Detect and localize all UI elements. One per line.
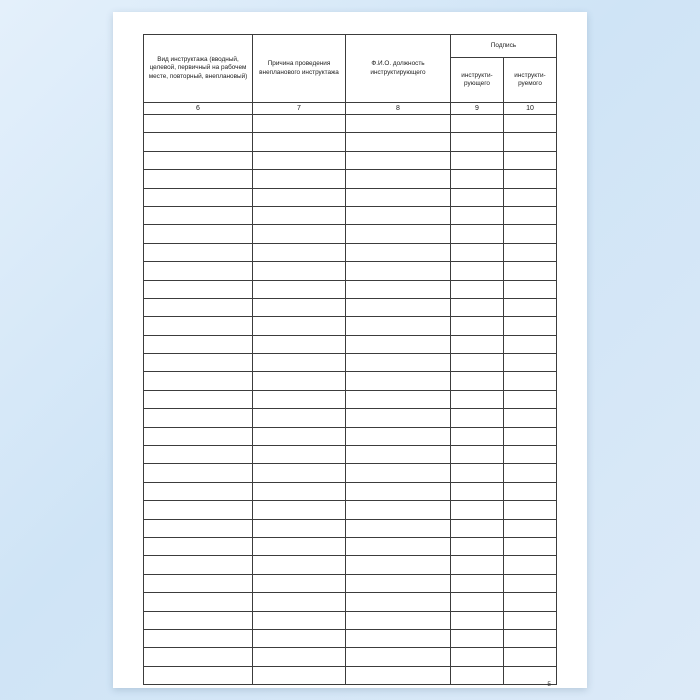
table-cell[interactable] xyxy=(451,427,504,445)
table-cell[interactable] xyxy=(451,390,504,408)
table-row[interactable] xyxy=(144,574,557,592)
table-cell[interactable] xyxy=(451,464,504,482)
table-cell[interactable] xyxy=(346,115,451,133)
table-cell[interactable] xyxy=(504,133,557,151)
table-cell[interactable] xyxy=(504,225,557,243)
table-cell[interactable] xyxy=(504,574,557,592)
table-cell[interactable] xyxy=(144,501,253,519)
table-cell[interactable] xyxy=(346,170,451,188)
table-row[interactable] xyxy=(144,372,557,390)
instruction-log-table xyxy=(143,34,557,685)
table-cell[interactable] xyxy=(253,501,346,519)
header-cell-signature-instructed: инструкти- руемого xyxy=(504,58,557,103)
table-cell[interactable] xyxy=(253,133,346,151)
table-cell[interactable] xyxy=(346,317,451,335)
table-cell[interactable] xyxy=(253,593,346,611)
table-cell[interactable] xyxy=(451,666,504,684)
table-cell[interactable] xyxy=(346,354,451,372)
column-number-10: 10 xyxy=(504,103,557,115)
table-row[interactable] xyxy=(144,629,557,647)
table-row[interactable] xyxy=(144,354,557,372)
table-cell[interactable] xyxy=(144,372,253,390)
table-cell[interactable] xyxy=(451,501,504,519)
table-cell[interactable] xyxy=(144,262,253,280)
table-row[interactable] xyxy=(144,317,557,335)
table-cell[interactable] xyxy=(451,133,504,151)
table-cell[interactable] xyxy=(504,298,557,316)
table-cell[interactable] xyxy=(451,354,504,372)
header-cell-instruction-type: Вид инструктажа (вводный, целевой, первичный на рабочем месте, повторный, внеплановый) xyxy=(144,35,253,103)
table-cell[interactable] xyxy=(144,225,253,243)
table-cell[interactable] xyxy=(144,206,253,224)
table-cell[interactable] xyxy=(346,206,451,224)
table-row[interactable] xyxy=(144,390,557,408)
table-row[interactable] xyxy=(144,666,557,684)
table-header xyxy=(144,35,557,115)
table-cell[interactable] xyxy=(346,519,451,537)
table-row[interactable] xyxy=(144,188,557,206)
table-row[interactable] xyxy=(144,537,557,555)
table-row[interactable] xyxy=(144,133,557,151)
table-cell[interactable] xyxy=(253,243,346,261)
table-cell[interactable] xyxy=(144,298,253,316)
table-cell[interactable] xyxy=(346,556,451,574)
table-cell[interactable] xyxy=(346,446,451,464)
table-cell[interactable] xyxy=(144,317,253,335)
table-cell[interactable] xyxy=(144,427,253,445)
table-cell[interactable] xyxy=(144,390,253,408)
table-cell[interactable] xyxy=(346,501,451,519)
table-cell[interactable] xyxy=(144,482,253,500)
table-cell[interactable] xyxy=(451,170,504,188)
table-cell[interactable] xyxy=(253,225,346,243)
table-cell[interactable] xyxy=(346,151,451,169)
table-cell[interactable] xyxy=(504,335,557,353)
header-cell-signature-instructor: инструкти- рующего xyxy=(451,58,504,103)
table-cell[interactable] xyxy=(144,446,253,464)
table-cell[interactable] xyxy=(451,317,504,335)
table-cell[interactable] xyxy=(253,206,346,224)
table-cell[interactable] xyxy=(253,262,346,280)
table-cell[interactable] xyxy=(346,537,451,555)
table-header-row-main xyxy=(144,35,557,58)
table-cell[interactable] xyxy=(504,519,557,537)
column-number-7: 7 xyxy=(253,103,346,115)
table-cell[interactable] xyxy=(253,317,346,335)
table-cell[interactable] xyxy=(253,298,346,316)
table-cell[interactable] xyxy=(504,280,557,298)
table-cell[interactable] xyxy=(504,354,557,372)
table-cell[interactable] xyxy=(504,151,557,169)
table-cell[interactable] xyxy=(346,243,451,261)
table-row[interactable] xyxy=(144,593,557,611)
table-cell[interactable] xyxy=(451,519,504,537)
table-cell[interactable] xyxy=(253,666,346,684)
table-cell[interactable] xyxy=(504,593,557,611)
header-cell-reason: Причина проведения внепланового инструктажа xyxy=(253,35,346,103)
table-cell[interactable] xyxy=(253,427,346,445)
table-cell[interactable] xyxy=(253,629,346,647)
table-row[interactable] xyxy=(144,262,557,280)
table-cell[interactable] xyxy=(451,446,504,464)
table-cell[interactable] xyxy=(504,537,557,555)
table-cell[interactable] xyxy=(253,556,346,574)
table-cell[interactable] xyxy=(253,482,346,500)
table-cell[interactable] xyxy=(504,501,557,519)
table-row[interactable] xyxy=(144,115,557,133)
page-number: 5 xyxy=(547,681,551,688)
table-cell[interactable] xyxy=(346,390,451,408)
table-cell[interactable] xyxy=(253,464,346,482)
table-cell[interactable] xyxy=(144,556,253,574)
table-cell[interactable] xyxy=(451,537,504,555)
table-cell[interactable] xyxy=(144,537,253,555)
table-row[interactable] xyxy=(144,611,557,629)
table-cell[interactable] xyxy=(253,390,346,408)
table-cell[interactable] xyxy=(144,243,253,261)
table-cell[interactable] xyxy=(346,372,451,390)
table-cell[interactable] xyxy=(144,629,253,647)
table-cell[interactable] xyxy=(504,243,557,261)
table-cell[interactable] xyxy=(451,574,504,592)
table-column-number-row xyxy=(144,103,557,115)
column-number-9: 9 xyxy=(451,103,504,115)
table-cell[interactable] xyxy=(346,464,451,482)
table-cell[interactable] xyxy=(504,206,557,224)
table-row[interactable] xyxy=(144,206,557,224)
table-cell[interactable] xyxy=(253,372,346,390)
table-cell[interactable] xyxy=(253,188,346,206)
table-cell[interactable] xyxy=(144,151,253,169)
table-cell[interactable] xyxy=(253,648,346,666)
table-cell[interactable] xyxy=(144,611,253,629)
table-cell[interactable] xyxy=(504,317,557,335)
table-cell[interactable] xyxy=(504,262,557,280)
table-cell[interactable] xyxy=(504,188,557,206)
table-cell[interactable] xyxy=(253,446,346,464)
table-row[interactable] xyxy=(144,151,557,169)
table-cell[interactable] xyxy=(504,446,557,464)
table-cell[interactable] xyxy=(144,648,253,666)
table-cell[interactable] xyxy=(253,151,346,169)
table-cell[interactable] xyxy=(346,482,451,500)
table-cell[interactable] xyxy=(253,611,346,629)
table-cell[interactable] xyxy=(253,537,346,555)
document-page xyxy=(113,12,587,688)
table-cell[interactable] xyxy=(451,225,504,243)
table-row[interactable] xyxy=(144,243,557,261)
table-cell[interactable] xyxy=(346,593,451,611)
header-cell-instructor-name: Ф.И.О. должность инструктирующего xyxy=(346,35,451,103)
table-cell[interactable] xyxy=(346,133,451,151)
table-cell[interactable] xyxy=(504,648,557,666)
table-cell[interactable] xyxy=(451,151,504,169)
table-cell[interactable] xyxy=(451,593,504,611)
table-cell[interactable] xyxy=(144,409,253,427)
table-cell[interactable] xyxy=(451,115,504,133)
table-cell[interactable] xyxy=(253,574,346,592)
table-cell[interactable] xyxy=(451,611,504,629)
table-cell[interactable] xyxy=(504,372,557,390)
table-cell[interactable] xyxy=(346,335,451,353)
table-row[interactable] xyxy=(144,501,557,519)
header-cell-signature-group: Подпись xyxy=(451,35,557,58)
table-cell[interactable] xyxy=(504,464,557,482)
table-cell[interactable] xyxy=(253,335,346,353)
table-cell[interactable] xyxy=(451,298,504,316)
table-row[interactable] xyxy=(144,170,557,188)
table-cell[interactable] xyxy=(504,409,557,427)
table-cell[interactable] xyxy=(253,115,346,133)
table-cell[interactable] xyxy=(504,556,557,574)
table-cell[interactable] xyxy=(346,409,451,427)
table-cell[interactable] xyxy=(451,482,504,500)
table-cell[interactable] xyxy=(451,372,504,390)
table-cell[interactable] xyxy=(346,298,451,316)
table-cell[interactable] xyxy=(451,556,504,574)
column-number-8: 8 xyxy=(346,103,451,115)
table-cell[interactable] xyxy=(346,427,451,445)
table-cell[interactable] xyxy=(144,335,253,353)
table-row[interactable] xyxy=(144,446,557,464)
table-cell[interactable] xyxy=(253,409,346,427)
table-cell[interactable] xyxy=(346,262,451,280)
table-row[interactable] xyxy=(144,335,557,353)
table-cell[interactable] xyxy=(144,170,253,188)
table-cell[interactable] xyxy=(144,464,253,482)
table-row[interactable] xyxy=(144,556,557,574)
table-row[interactable] xyxy=(144,427,557,445)
table-cell[interactable] xyxy=(253,170,346,188)
table-cell[interactable] xyxy=(346,629,451,647)
table-cell[interactable] xyxy=(451,243,504,261)
table-cell[interactable] xyxy=(346,611,451,629)
table-cell[interactable] xyxy=(451,335,504,353)
table-cell[interactable] xyxy=(144,666,253,684)
table-cell[interactable] xyxy=(346,188,451,206)
table-cell[interactable] xyxy=(144,519,253,537)
table-cell[interactable] xyxy=(144,188,253,206)
table-cell[interactable] xyxy=(144,574,253,592)
table-cell[interactable] xyxy=(451,629,504,647)
table-row[interactable] xyxy=(144,519,557,537)
table-cell[interactable] xyxy=(504,390,557,408)
table-cell[interactable] xyxy=(451,262,504,280)
table-cell[interactable] xyxy=(504,427,557,445)
table-row[interactable] xyxy=(144,298,557,316)
table-row[interactable] xyxy=(144,648,557,666)
table-cell[interactable] xyxy=(346,225,451,243)
table-cell[interactable] xyxy=(144,593,253,611)
table-cell[interactable] xyxy=(451,188,504,206)
table-cell[interactable] xyxy=(346,666,451,684)
table-cell[interactable] xyxy=(451,409,504,427)
column-number-6: 6 xyxy=(144,103,253,115)
table-cell[interactable] xyxy=(504,482,557,500)
table-row[interactable] xyxy=(144,280,557,298)
table-cell[interactable] xyxy=(504,629,557,647)
table-cell[interactable] xyxy=(144,133,253,151)
table-cell[interactable] xyxy=(253,354,346,372)
table-row[interactable] xyxy=(144,482,557,500)
page-content-area xyxy=(143,34,557,688)
table-cell[interactable] xyxy=(346,280,451,298)
table-cell[interactable] xyxy=(451,206,504,224)
table-cell[interactable] xyxy=(504,115,557,133)
table-row[interactable] xyxy=(144,464,557,482)
table-cell[interactable] xyxy=(144,115,253,133)
table-cell[interactable] xyxy=(346,574,451,592)
table-cell[interactable] xyxy=(451,280,504,298)
table-cell[interactable] xyxy=(346,648,451,666)
table-cell[interactable] xyxy=(504,170,557,188)
table-row[interactable] xyxy=(144,409,557,427)
table-cell[interactable] xyxy=(253,519,346,537)
table-row[interactable] xyxy=(144,225,557,243)
table-cell[interactable] xyxy=(504,611,557,629)
table-cell[interactable] xyxy=(144,280,253,298)
table-body xyxy=(144,115,557,685)
table-cell[interactable] xyxy=(144,354,253,372)
table-cell[interactable] xyxy=(451,648,504,666)
table-cell[interactable] xyxy=(253,280,346,298)
